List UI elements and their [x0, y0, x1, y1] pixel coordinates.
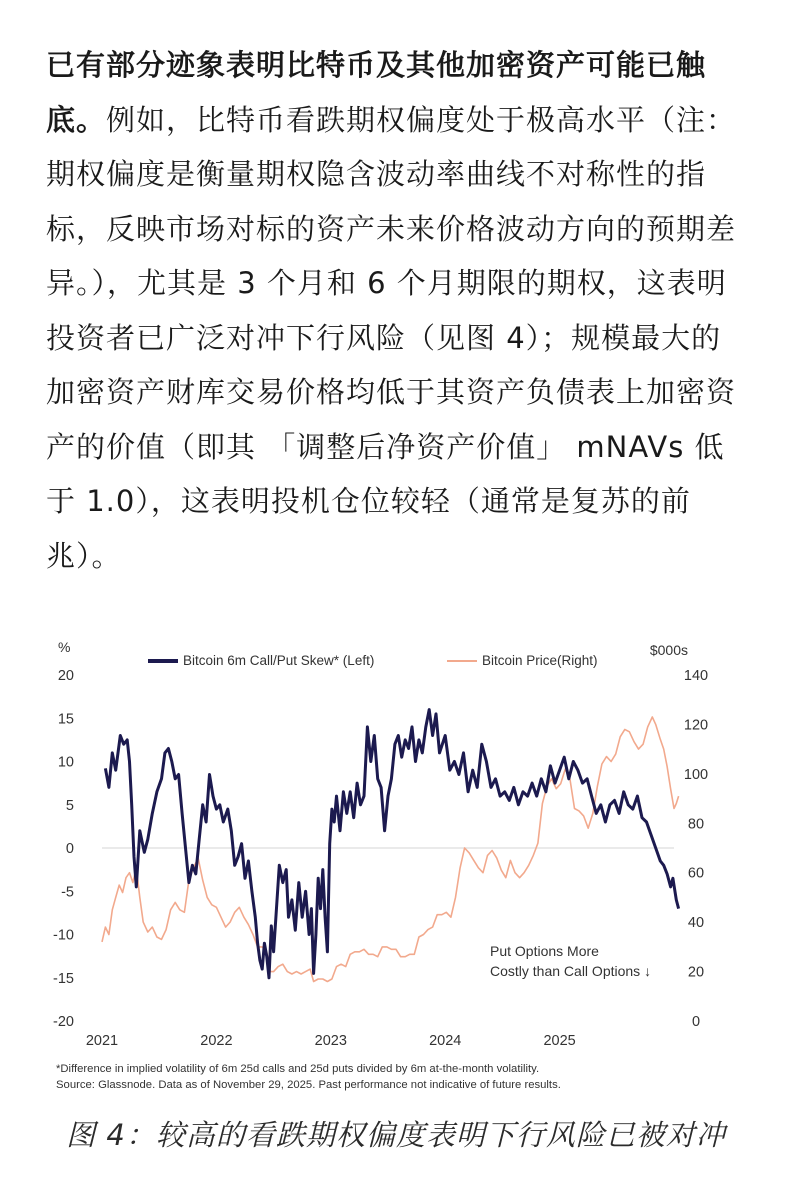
x-tick-label: 2022 — [200, 1033, 233, 1049]
price-series-line — [102, 717, 679, 982]
x-tick-label: 2023 — [314, 1033, 347, 1049]
legend-label-price: Bitcoin Price(Right) — [482, 653, 598, 668]
left-axis-ticks — [53, 668, 74, 1030]
right-axis-unit: $000s — [649, 642, 688, 658]
left-tick-label: -5 — [61, 884, 74, 901]
left-tick-label: -20 — [53, 1014, 74, 1030]
left-tick-label: 15 — [57, 711, 74, 728]
series-layer — [102, 710, 679, 982]
article-paragraph — [46, 38, 746, 583]
left-tick-label: 20 — [57, 668, 74, 684]
x-tick-label: 2024 — [429, 1033, 462, 1049]
footnote-line-1: *Difference in implied volatility of 6m 25d calls and 25d puts divided by 6m at-the-month volatility. — [56, 1063, 540, 1075]
left-tick-label: -10 — [53, 927, 74, 944]
left-tick-label: 0 — [65, 841, 74, 857]
x-tick-label: 2021 — [85, 1033, 119, 1049]
legend-label-skew: Bitcoin 6m Call/Put Skew* (Left) — [183, 653, 375, 668]
left-tick-label: -15 — [53, 970, 74, 987]
right-tick-label: 100 — [683, 766, 709, 783]
article-body: 例如，比特币看跌期权偏度处于极高水平（注：期权偏度是衡量期权隐含波动率曲线不对称性的指标，反映市场对标的资产未来价格波动方向的预期差异。），尤其是 3 个月和 6 个月期限的期权，这表明投资者已广泛对冲下行风险（见图 4）；规模最大的加密资产财库交易价格均低于其资产负债表上加密资产的价值（即其 「调整后净资产价值」 mNAVs 低于 1.0），这表明投机仓位较轻（通常是复苏的前兆）。 — [46, 102, 737, 573]
footnote-line-2: Source: Glassnode. Data as of November 29, 2025. Past performance not indicative of future results. — [56, 1079, 561, 1091]
right-tick-label: 0 — [691, 1014, 701, 1030]
article-text — [46, 38, 746, 583]
left-axis-unit: % — [58, 639, 71, 655]
x-tick-label: 2025 — [543, 1033, 576, 1049]
article-lead: 已有部分迹象表明比特币及其他加密资产可能已触底。 — [46, 48, 707, 137]
right-axis-ticks — [684, 668, 708, 1030]
right-tick-label: 120 — [683, 717, 709, 734]
x-axis-ticks — [86, 1033, 576, 1049]
annotation — [490, 943, 651, 979]
right-tick-label: 40 — [687, 915, 705, 932]
left-tick-label: 5 — [65, 797, 74, 814]
annotation-line-2: Costly than Call Options ↓ — [490, 963, 652, 979]
skew-series-line — [105, 710, 678, 978]
legend — [148, 653, 598, 668]
figure-caption: 图 4：较高的看跌期权偏度表明下行风险已被对冲 — [66, 1118, 726, 1152]
annotation-line-1: Put Options More — [490, 943, 599, 959]
right-tick-label: 80 — [687, 816, 705, 833]
right-tick-label: 60 — [687, 865, 705, 882]
chart-card — [42, 631, 710, 1101]
right-tick-label: 140 — [683, 668, 709, 684]
left-tick-label: 10 — [57, 754, 74, 771]
right-tick-label: 20 — [687, 964, 705, 981]
skew-price-chart — [42, 631, 710, 1101]
